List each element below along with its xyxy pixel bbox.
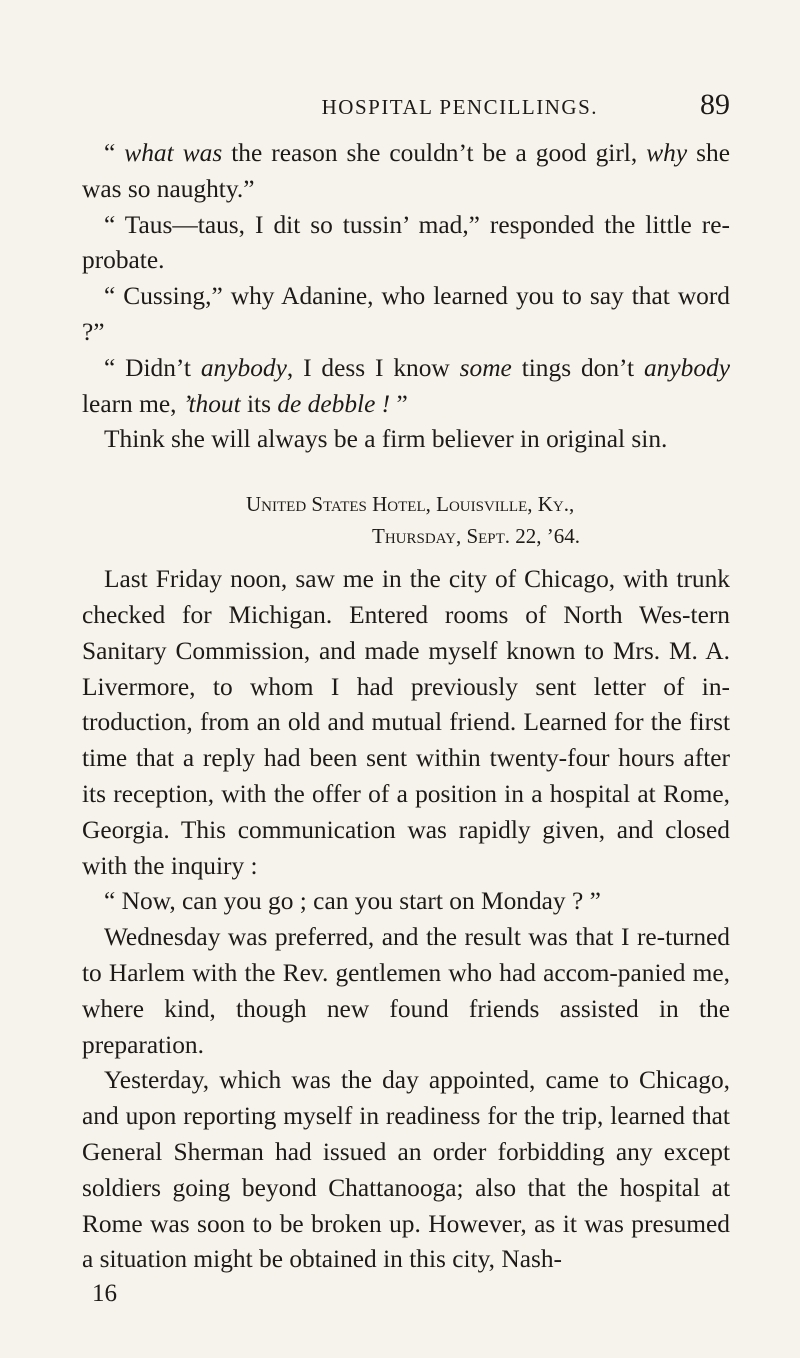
text-run: she was so naughty.” xyxy=(82,139,730,203)
page-header xyxy=(82,88,730,124)
text-run: “ Now, can you go ; can you start on Monday ? ” xyxy=(104,887,601,916)
page-number: 89 xyxy=(700,88,730,121)
text-run: , I dess I know xyxy=(286,353,460,382)
paragraph xyxy=(82,279,730,351)
text-run: Wednesday was preferred, and the result was that I re-turned to Harlem with the Rev. gentlemen who had accom-panied me, where kind, though new found friends assisted in the preparation. xyxy=(82,923,730,1059)
text-body xyxy=(82,136,730,1308)
text-run: learn me, xyxy=(82,389,183,418)
dateline-date: Thursday, Sept. 22, ’64. xyxy=(372,524,581,549)
text-run: the reason she couldn’t be a good girl, xyxy=(222,139,647,167)
paragraph xyxy=(82,920,730,1063)
paragraph xyxy=(82,351,730,423)
text-run: “ xyxy=(104,139,125,167)
paragraph xyxy=(82,208,730,280)
text-run: Yesterday, which was the day appointed, came to Chicago, and upon reporting myself in readiness for the trip, learned that General Sherman had issued an order forbidding any except soldiers going beyond Chattanooga; also that the hospital at Rome was soon to be broken up. However, as it was presumed a situation might be obtained in this city, Nash- xyxy=(82,1066,730,1274)
italic-text: anybody xyxy=(200,353,287,382)
paragraph xyxy=(82,562,730,884)
text-run: “ Taus—taus, I dit so tussin’ mad,” responded the little re-probate. xyxy=(82,210,730,275)
italic-text: anybody xyxy=(643,353,730,382)
paragraph xyxy=(82,422,730,458)
italic-text: some xyxy=(459,353,512,382)
dateline xyxy=(82,488,730,552)
paragraph xyxy=(82,884,730,920)
paragraphs-bottom xyxy=(82,562,730,1278)
text-run: Think she will always be a firm believer in original sin. xyxy=(104,425,668,454)
text-run: “ Didn’t xyxy=(104,353,201,382)
text-run: ” xyxy=(390,389,408,418)
italic-text: why xyxy=(646,139,688,167)
paragraphs-top xyxy=(82,136,730,458)
italic-text: de debble ! xyxy=(277,389,391,418)
dateline-place: United States Hotel, Louisville, Ky., xyxy=(246,492,575,517)
italic-text: what was xyxy=(124,139,223,167)
text-run: tings don’t xyxy=(511,353,644,382)
signature-mark: 16 xyxy=(92,1280,117,1308)
paragraph xyxy=(82,136,730,208)
running-head: HOSPITAL PENCILLINGS. xyxy=(321,95,598,119)
italic-text: ’thout xyxy=(182,389,241,418)
text-run: its xyxy=(240,389,278,418)
paragraph xyxy=(82,1063,730,1278)
text-run: “ Cussing,” why Adanine, who learned you to say that word ?” xyxy=(82,282,730,346)
text-run: Last Friday noon, saw me in the city of Chicago, with trunk checked for Michigan. Entered rooms of North Wes-tern Sanitary Commission, and made myself known to Mrs. M. A. Livermore, to whom I had previously sent letter of in-troduction, from an old and mutual friend. Learned for the first time that a reply had been sent within twenty-four hours after its reception, with the offer of a position in a hospital at Rome, Georgia. This communication was rapidly given, and closed with the inquiry : xyxy=(82,565,730,880)
